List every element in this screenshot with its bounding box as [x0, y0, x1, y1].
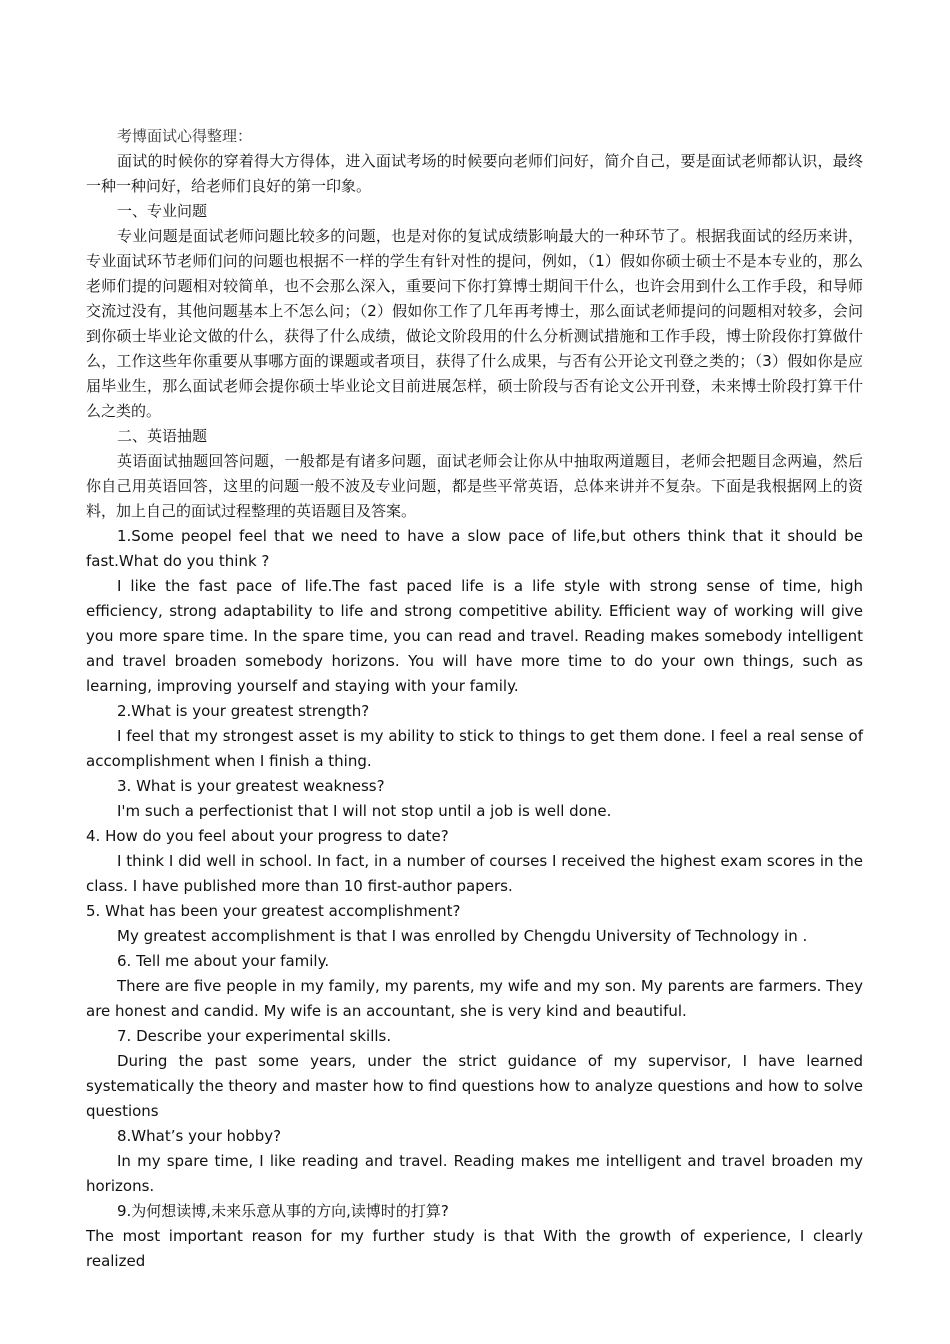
answer-5: My greatest accomplishment is that I was enrolled by Chengdu University of Technology in .: [117, 927, 808, 945]
answer-2: I feel that my strongest asset is my ability to stick to things to get them done. I feel a real sense of accomplishment when I finish a thing.: [86, 727, 863, 770]
question-8: 8.What’s your hobby?: [117, 1127, 282, 1145]
answer-7: During the past some years, under the strict guidance of my supervisor, I have learned systematically the theory and master how to find questions how to analyze questions and how to solve questions: [86, 1052, 863, 1120]
question-7: 7. Describe your experimental skills.: [117, 1027, 392, 1045]
question-5: 5. What has been your greatest accomplishment?: [86, 902, 461, 920]
question-4: 4. How do you feel about your progress to date?: [86, 827, 449, 845]
english-questions-paragraph: 英语面试抽题回答问题，一般都是有诸多问题，面试老师会让你从中抽取两道题目，老师会把题目念两遍，然后你自己用英语回答，这里的问题一般不波及专业问题，都是些平常英语，总体来讲并不复杂。下面是我根据网上的资料，加上自己的面试过程整理的英语题目及答案。: [86, 452, 863, 520]
document-title: 考博面试心得整理：: [117, 127, 253, 145]
answer-1: I like the fast pace of life.The fast paced life is a life style with strong sense of time, high efficiency, strong adaptability to life and strong competitive ability. Efficient way of working will give you more spare time. In the spare time, you can read and travel. Reading makes somebody intelligent and travel broaden somebody horizons. You will have more time to do your own things, such as learning, improving yourself and staying with your family.: [86, 577, 863, 695]
question-2: 2.What is your greatest strength?: [117, 702, 370, 720]
question-9: 9.为何想读博,未来乐意从事的方向,读博时的打算?: [117, 1202, 449, 1220]
intro-paragraph: 面试的时候你的穿着得大方得体，进入面试考场的时候要向老师们问好，简介自己，要是面试老师都认识，最终一种一种问好，给老师们良好的第一印象。: [86, 152, 863, 195]
section-heading-english: 二、英语抽题: [117, 427, 208, 445]
document-page: [86, 124, 863, 1274]
answer-8: In my spare time, I like reading and travel. Reading makes me intelligent and travel broaden my horizons.: [86, 1152, 863, 1195]
answer-3: I'm such a perfectionist that I will not stop until a job is well done.: [117, 802, 612, 820]
question-3: 3. What is your greatest weakness?: [117, 777, 385, 795]
question-1: 1.Some peopel feel that we need to have a slow pace of life,but others think that it should be fast.What do you think ?: [86, 527, 863, 570]
answer-6: There are five people in my family, my parents, my wife and my son. My parents are farmers. They are honest and candid. My wife is an accountant, she is very kind and beautiful.: [86, 977, 863, 1020]
professional-questions-paragraph: 专业问题是面试老师问题比较多的问题，也是对你的复试成绩影响最大的一种环节了。根据我面试的经历来讲，专业面试环节老师们问的问题也根据不一样的学生有针对性的提问，例如，（1）假如你硕士硕士不是本专业的，那么老师们提的问题相对较简单，也不会那么深入，重要问下你打算博士期间干什么，也许会用到什么工作手段，和导师交流过没有，其他问题基本上不怎么问；（2）假如你工作了几年再考博士，那么面试老师提问的问题相对较多，会问到你硕士毕业论文做的什么，获得了什么成绩，做论文阶段用的什么分析测试措施和工作手段，博士阶段你打算做什么，工作这些年你重要从事哪方面的课题或者项目，获得了什么成果，与否有公开论文刊登之类的；（3）假如你是应届毕业生，那么面试老师会提你硕士毕业论文目前进展怎样，硕士阶段与否有论文公开刊登，未来博士阶段打算干什么之类的。: [86, 227, 863, 420]
question-6: 6. Tell me about your family.: [117, 952, 330, 970]
answer-9: The most important reason for my further study is that With the growth of experience, I clearly realized: [86, 1227, 863, 1270]
answer-4: I think I did well in school. In fact, in a number of courses I received the highest exam scores in the class. I have published more than 10 first-author papers.: [86, 852, 863, 895]
section-heading-professional: 一、专业问题: [117, 202, 208, 220]
